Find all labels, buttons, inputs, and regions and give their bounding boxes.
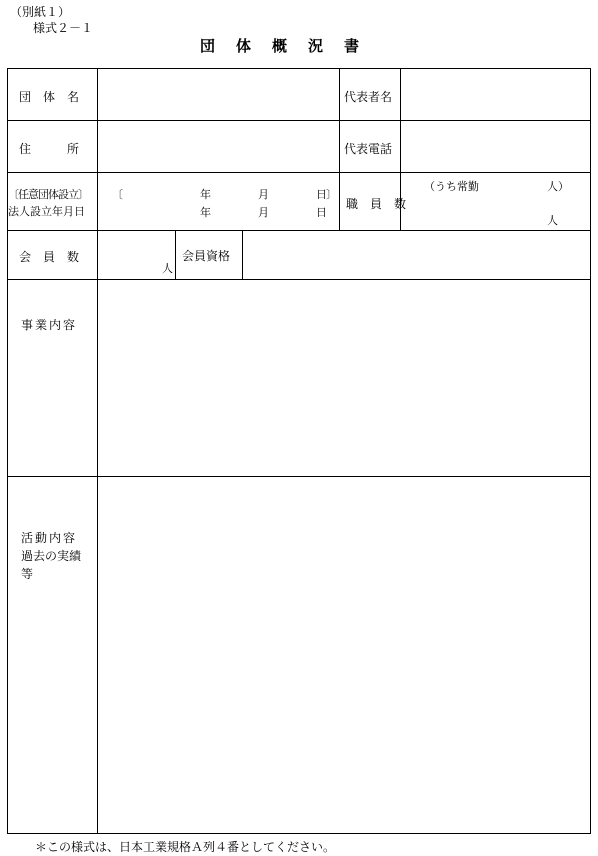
members-divider-left	[175, 230, 176, 279]
representative-phone-label: 代表電話	[344, 142, 393, 156]
date-month-1: 月	[258, 188, 269, 201]
staff-total-unit: 人	[547, 214, 558, 227]
activities-field[interactable]	[98, 477, 590, 833]
page-title: 団体概況書	[200, 37, 381, 55]
date-bracket-open: 〔	[112, 188, 123, 201]
representative-phone-field[interactable]	[401, 121, 590, 172]
form-number: 様式２－１	[33, 21, 94, 35]
activities-label-line2: 過去の実績	[21, 549, 82, 563]
date-day-1: 日	[316, 188, 327, 201]
address-label: 住 所	[19, 142, 80, 156]
members-label: 会 員 数	[19, 250, 80, 264]
date-month-2: 月	[258, 206, 269, 219]
business-content-field[interactable]	[98, 280, 590, 476]
table-border-right	[590, 68, 591, 834]
representative-name-field[interactable]	[401, 69, 590, 120]
date-year-1: 年	[200, 188, 211, 201]
activities-label-line1: 活動内容	[21, 531, 78, 545]
attachment-label: （別紙１）	[10, 5, 71, 19]
representative-name-label: 代表者名	[344, 90, 393, 104]
staff-fulltime-open: （うち常勤	[424, 180, 479, 193]
membership-qualification-field[interactable]	[243, 231, 590, 279]
staff-fulltime-unit: 人）	[547, 180, 569, 193]
staff-count-label: 職 員 数	[346, 197, 407, 211]
table-border-bottom	[7, 833, 591, 834]
address-field[interactable]	[98, 121, 339, 172]
org-name-field[interactable]	[98, 69, 339, 120]
org-name-label: 団 体 名	[19, 90, 80, 104]
footer-note: ＊この様式は、日本工業規格Ａ列４番としてください。	[35, 840, 336, 854]
members-unit: 人	[162, 262, 173, 275]
date-year-2: 年	[200, 206, 211, 219]
right-label-left-divider	[339, 68, 340, 230]
row-divider-2	[7, 172, 591, 173]
table-border-left	[7, 68, 8, 834]
date-bracket-close: 〕	[326, 188, 337, 201]
established-label-line2: 法人設立年月日	[8, 205, 85, 218]
established-label-line1: 〔任意団体設立〕	[8, 188, 88, 201]
membership-qualification-label: 会員資格	[182, 249, 231, 263]
date-day-2: 日	[316, 206, 327, 219]
business-content-label: 事業内容	[21, 318, 78, 332]
activities-label-line3: 等	[21, 567, 34, 581]
